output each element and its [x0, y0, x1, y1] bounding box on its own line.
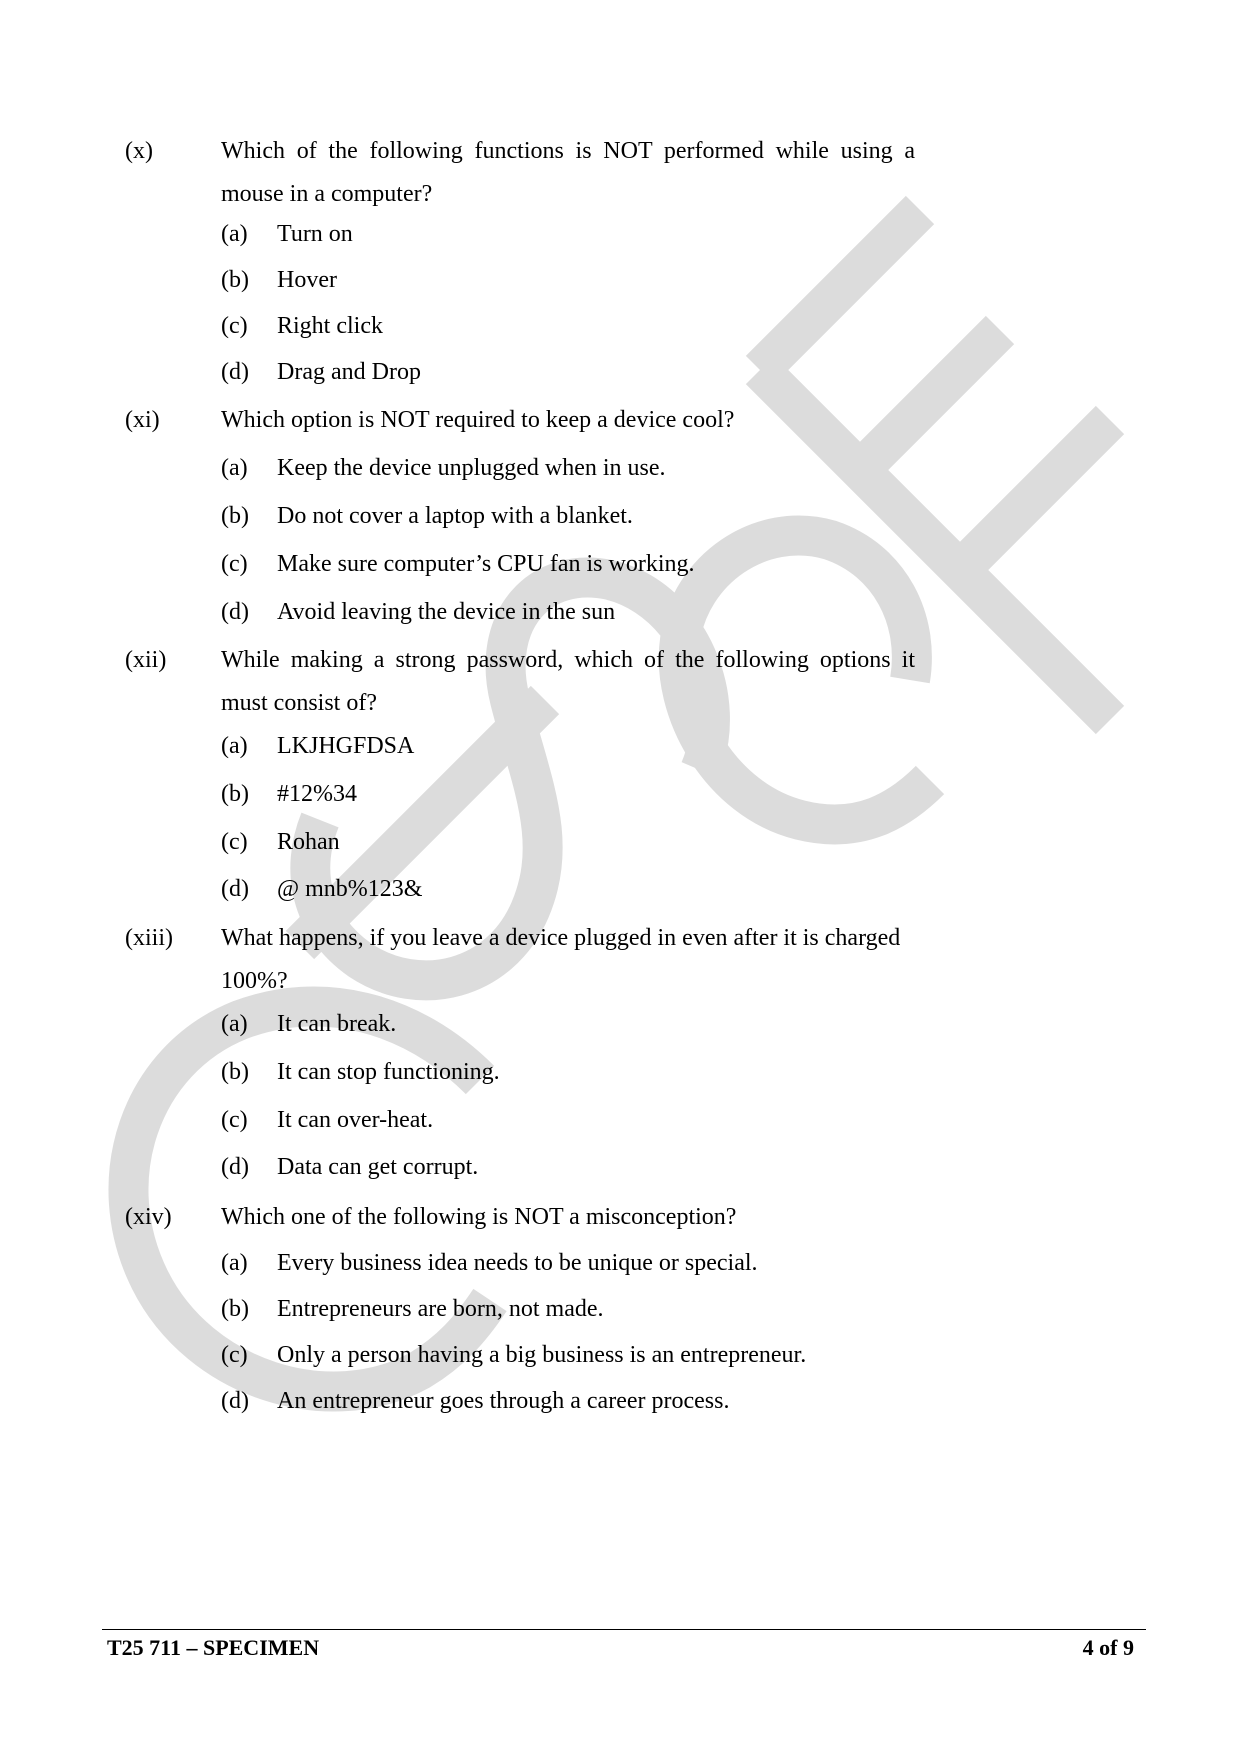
option-label: (a) [221, 1250, 248, 1276]
option-row [0, 874, 1241, 904]
option-label: (d) [221, 876, 249, 902]
option-row [0, 1294, 1241, 1324]
option-label: (a) [221, 1011, 248, 1037]
paper-code: T25 711 – SPECIMEN [107, 1635, 320, 1660]
option-label: (b) [221, 781, 249, 807]
option-row [0, 501, 1241, 531]
option-row [0, 1386, 1241, 1416]
question-number: (xii) [125, 647, 167, 673]
option-label: (c) [221, 1342, 248, 1368]
question-text: Which one of the following is NOT a misconception? [221, 1204, 737, 1230]
option-text: An entrepreneur goes through a career process. [277, 1388, 730, 1414]
option-text: Avoid leaving the device in the sun [277, 599, 616, 625]
option-row [0, 1105, 1241, 1135]
option-text: @ mnb%123& [277, 876, 423, 902]
option-label: (c) [221, 1107, 248, 1133]
question-text: While making a strong password, which of the following options it must consist of? [221, 647, 915, 716]
option-label: (d) [221, 599, 249, 625]
option-text: Right click [277, 313, 383, 339]
option-text: Hover [277, 267, 337, 293]
option-text: Make sure computer’s CPU fan is working. [277, 551, 695, 577]
option-row [0, 597, 1241, 627]
option-row [0, 1248, 1241, 1278]
option-text: Rohan [277, 829, 340, 855]
option-text: #12%34 [277, 781, 357, 807]
question-text: Which option is NOT required to keep a device cool? [221, 407, 735, 433]
option-text: Every business idea needs to be unique or special. [277, 1250, 758, 1276]
option-row [0, 779, 1241, 809]
question-number: (xi) [125, 407, 160, 433]
option-row [0, 549, 1241, 579]
option-row [0, 453, 1241, 483]
question-text: Which of the following functions is NOT performed while using a mouse in a computer? [221, 138, 915, 207]
option-label: (a) [221, 221, 248, 247]
option-label: (b) [221, 1059, 249, 1085]
option-text: Keep the device unplugged when in use. [277, 455, 666, 481]
option-text: Entrepreneurs are born, not made. [277, 1296, 604, 1322]
option-row [0, 219, 1241, 249]
footer-divider [102, 1629, 1146, 1630]
question-number: (xiii) [125, 925, 173, 951]
option-text: Do not cover a laptop with a blanket. [277, 503, 633, 529]
option-text: It can break. [277, 1011, 397, 1037]
option-label: (b) [221, 1296, 249, 1322]
option-row [0, 827, 1241, 857]
option-text: Only a person having a big business is an entrepreneur. [277, 1342, 807, 1368]
question-number: (xiv) [125, 1204, 172, 1230]
option-text: Drag and Drop [277, 359, 421, 385]
option-text: Turn on [277, 221, 353, 247]
option-row [0, 311, 1241, 341]
option-label: (c) [221, 313, 248, 339]
option-label: (a) [221, 455, 248, 481]
option-row [0, 1152, 1241, 1182]
option-text: It can over-heat. [277, 1107, 434, 1133]
option-label: (b) [221, 503, 249, 529]
question-number: (x) [125, 138, 153, 164]
option-row [0, 357, 1241, 387]
option-row [0, 1009, 1241, 1039]
option-label: (c) [221, 551, 248, 577]
option-row [0, 265, 1241, 295]
option-label: (d) [221, 1154, 249, 1180]
option-label: (d) [221, 1388, 249, 1414]
page-number: 4 of 9 [1082, 1635, 1134, 1660]
option-row [0, 1057, 1241, 1087]
option-label: (a) [221, 733, 248, 759]
option-row [0, 1340, 1241, 1370]
option-label: (b) [221, 267, 249, 293]
option-text: Data can get corrupt. [277, 1154, 479, 1180]
option-label: (d) [221, 359, 249, 385]
option-text: It can stop functioning. [277, 1059, 500, 1085]
question-text: What happens, if you leave a device plugged in even after it is charged 100%? [221, 925, 901, 994]
option-text: LKJHGFDSA [277, 733, 415, 759]
option-row [0, 731, 1241, 761]
option-label: (c) [221, 829, 248, 855]
